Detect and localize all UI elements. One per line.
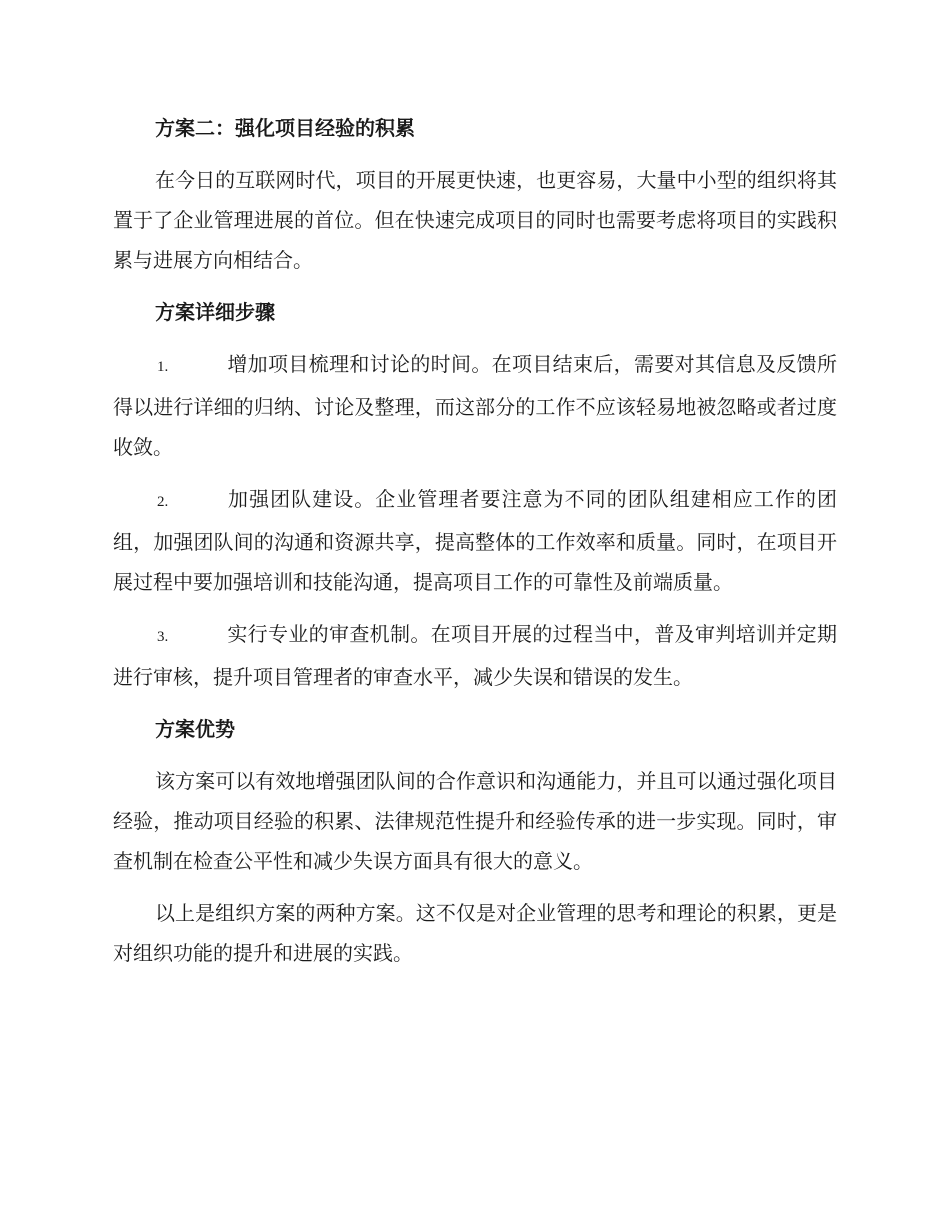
list-item-number: 2. — [157, 494, 169, 510]
intro-paragraph: 在今日的互联网时代，项目的开展更快速，也更容易，大量中小型的组织将其置于了企业管理进展的首位。但在快速完成项目的同时也需要考虑将项目的实践积累与进展方向相结合。 — [113, 168, 837, 272]
list-item-number: 1. — [157, 359, 169, 375]
plan-two-heading: 方案二：强化项目经验的积累 — [155, 116, 415, 140]
list-item — [113, 479, 837, 602]
conclusion-paragraph: 以上是组织方案的两种方案。这不仅是对企业管理的思考和理论的积累，更是对组织功能的提升和进展的实践。 — [113, 901, 837, 965]
advantages-paragraph: 该方案可以有效地增强团队间的合作意识和沟通能力，并且可以通过强化项目经验，推动项目经验的积累、法律规范性提升和经验传承的进一步实现。同时，审查机制在检查公平性和减少失误方面具有很大的意义。 — [113, 769, 837, 873]
list-item-number: 3. — [157, 629, 169, 645]
list-item-text: 增加项目梳理和讨论的时间。在项目结束后，需要对其信息及反馈所得以进行详细的归纳、讨论及整理，而这部分的工作不应该轻易地被忽略或者过度收敛。 — [113, 352, 837, 459]
advantages-heading: 方案优势 — [155, 717, 235, 741]
list-item — [113, 614, 837, 697]
document-page — [113, 108, 837, 985]
list-item — [113, 344, 837, 467]
detailed-steps-heading: 方案详细步骤 — [155, 300, 275, 324]
list-item-text: 加强团队建设。企业管理者要注意为不同的团队组建相应工作的团组，加强团队间的沟通和资源共享，提高整体的工作效率和质量。同时，在项目开展过程中要加强培训和技能沟通，提高项目工作的可靠性及前端质量。 — [113, 487, 837, 594]
list-item-text: 实行专业的审查机制。在项目开展的过程当中，普及审判培训并定期进行审核，提升项目管理者的审查水平，减少失误和错误的发生。 — [113, 622, 837, 689]
